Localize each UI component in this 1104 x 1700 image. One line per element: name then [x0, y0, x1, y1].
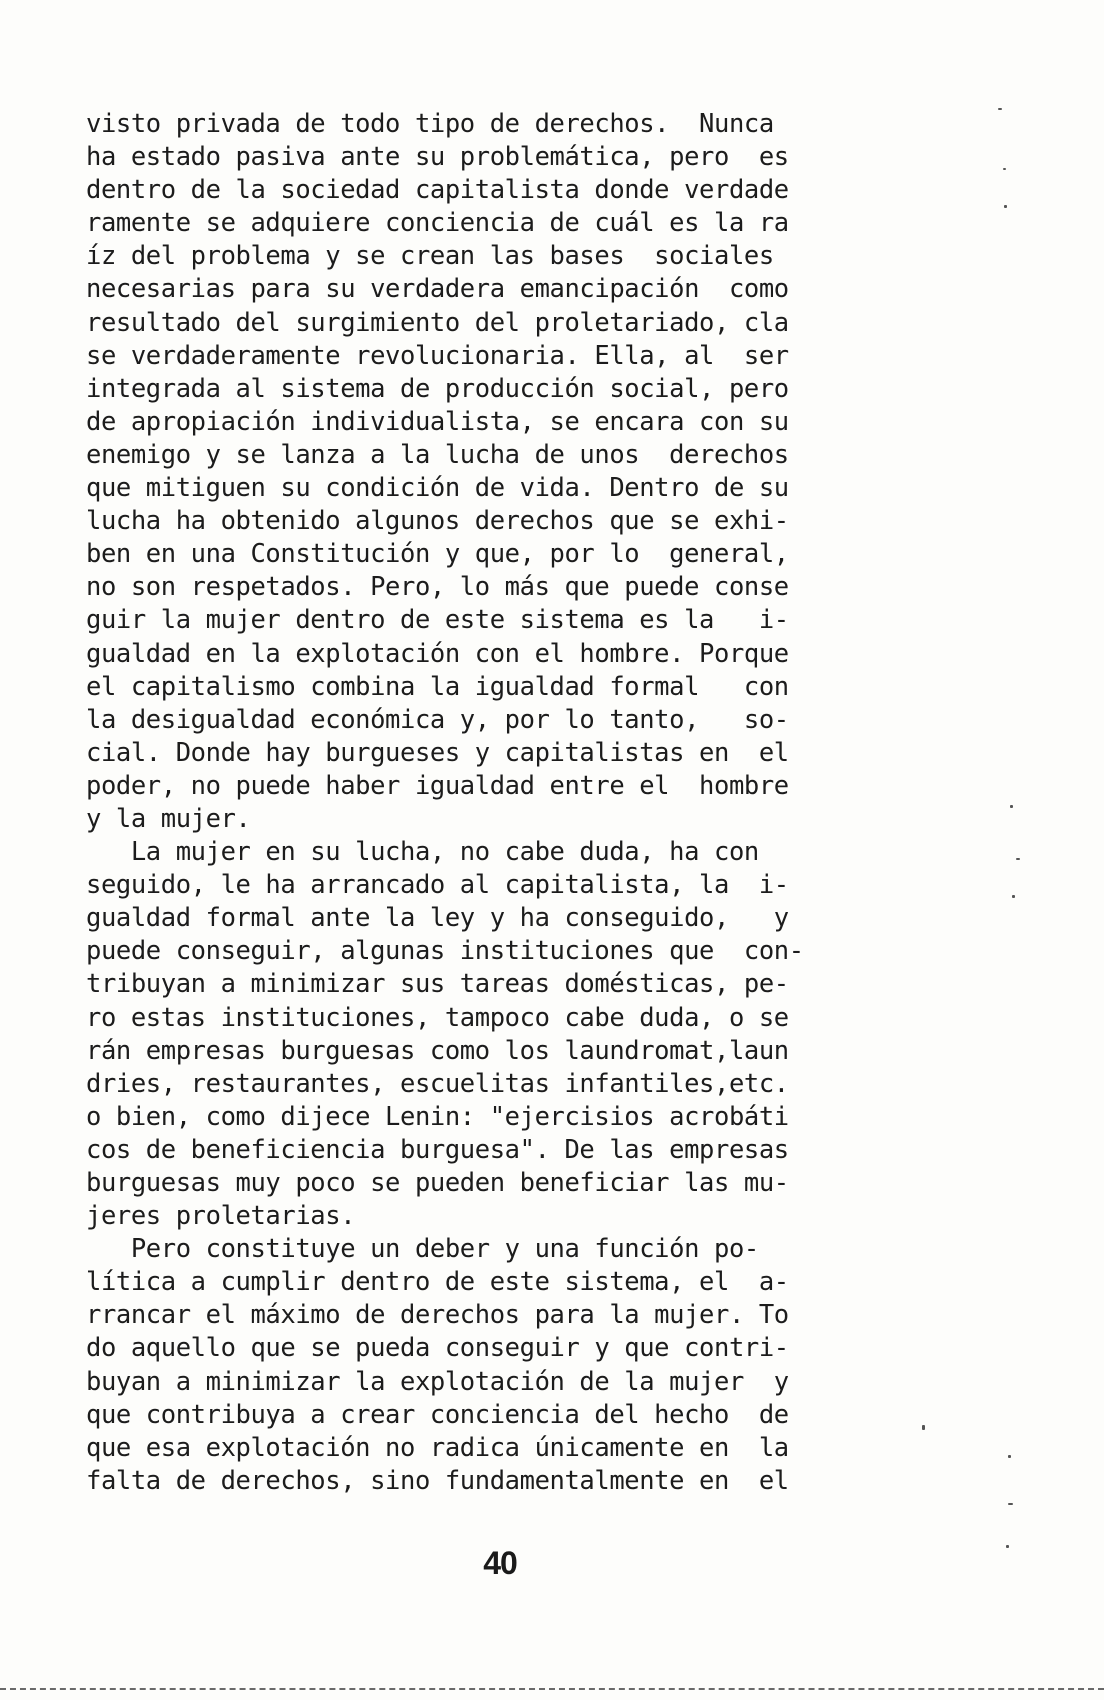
scan-speck	[1008, 1455, 1011, 1458]
text-line: resultado del surgimiento del proletariado, cla	[86, 307, 789, 338]
text-line: o bien, como dijece Lenin: "ejercisios acrobáti	[86, 1101, 789, 1132]
scan-speck	[1008, 1503, 1013, 1505]
text-line: de apropiación individualista, se encara con su	[86, 406, 789, 437]
text-line: lítica a cumplir dentro de este sistema, el a-	[86, 1267, 789, 1298]
text-line: poder, no puede haber igualdad entre el hombre	[86, 770, 789, 801]
text-line: visto privada de todo tipo de derechos. Nunca	[86, 109, 774, 139]
text-line: guir la mujer dentro de este sistema es la i-	[86, 605, 789, 636]
scan-speck	[922, 1425, 925, 1430]
scan-speck	[998, 108, 1002, 110]
text-line: ha estado pasiva ante su problemática, pero es	[86, 142, 789, 173]
text-line: y la mujer.	[86, 803, 251, 834]
text-line: lucha ha obtenido algunos derechos que se exhi-	[86, 506, 789, 537]
text-line: que esa explotación no radica únicamente en la	[86, 1432, 789, 1463]
text-line: Pero constituye un deber y una función po-	[86, 1234, 759, 1265]
text-line: burguesas muy poco se pueden beneficiar las mu-	[86, 1168, 789, 1198]
scan-speck	[1003, 168, 1006, 170]
text-line: dentro de la sociedad capitalista donde verdade	[86, 175, 789, 206]
text-line: integrada al sistema de producción social, pero	[86, 373, 789, 404]
text-line: tribuyan a minimizar sus tareas domésticas, pe-	[86, 969, 789, 1000]
text-line: La mujer en su lucha, no cabe duda, ha con	[86, 837, 759, 868]
text-line: puede conseguir, algunas instituciones que con-	[86, 936, 804, 967]
text-line: ramente se adquiere conciencia de cuál es la ra	[86, 208, 789, 239]
text-line: ben en una Constitución y que, por lo general,	[86, 539, 789, 570]
scan-speck	[1006, 1545, 1009, 1548]
text-line: cial. Donde hay burgueses y capitalistas en el	[86, 737, 789, 768]
text-line: enemigo y se lanza a la lucha de unos derechos	[86, 439, 789, 470]
text-line: cos de beneficiencia burguesa". De las empresas	[86, 1134, 789, 1165]
scan-edge-line	[0, 1688, 1104, 1690]
text-line: jeres proletarias.	[86, 1201, 356, 1232]
text-line: gualdad formal ante la ley y ha conseguido, y	[86, 903, 789, 934]
text-line: rán empresas burguesas como los laundromat,laun	[86, 1035, 789, 1066]
text-line: dries, restaurantes, escuelitas infantiles,etc.	[86, 1068, 789, 1099]
text-line: se verdaderamente revolucionaria. Ella, al ser	[86, 340, 789, 371]
text-line: la desigualdad económica y, por lo tanto, so-	[86, 704, 789, 735]
text-line: ro estas instituciones, tampoco cabe duda, o se	[86, 1002, 789, 1033]
text-line: rrancar el máximo de derechos para la mujer. To	[86, 1300, 789, 1331]
page-number: 40	[483, 1545, 517, 1581]
scan-speck	[1016, 858, 1020, 860]
text-line: no son respetados. Pero, lo más que puede conse	[86, 572, 789, 603]
text-line: seguido, le ha arrancado al capitalista, la i-	[86, 870, 789, 901]
scan-speck	[1012, 895, 1015, 898]
text-line: necesarias para su verdadera emancipación como	[86, 274, 789, 305]
text-line: que mitiguen su condición de vida. Dentro de su	[86, 473, 789, 504]
text-line: falta de derechos, sino fundamentalmente en el	[86, 1465, 789, 1496]
text-line: do aquello que se pueda conseguir y que contri-	[86, 1333, 789, 1364]
scan-speck	[1010, 805, 1013, 808]
scan-speck	[1004, 205, 1007, 208]
text-line: buyan a minimizar la explotación de la mujer y	[86, 1366, 789, 1397]
text-line: que contribuya a crear conciencia del hecho de	[86, 1399, 789, 1430]
text-line: el capitalismo combina la igualdad formal con	[86, 671, 789, 702]
text-line: íz del problema y se crean las bases sociales	[86, 241, 774, 272]
text-line: gualdad en la explotación con el hombre. Porque	[86, 638, 789, 669]
body-text	[86, 108, 886, 1498]
